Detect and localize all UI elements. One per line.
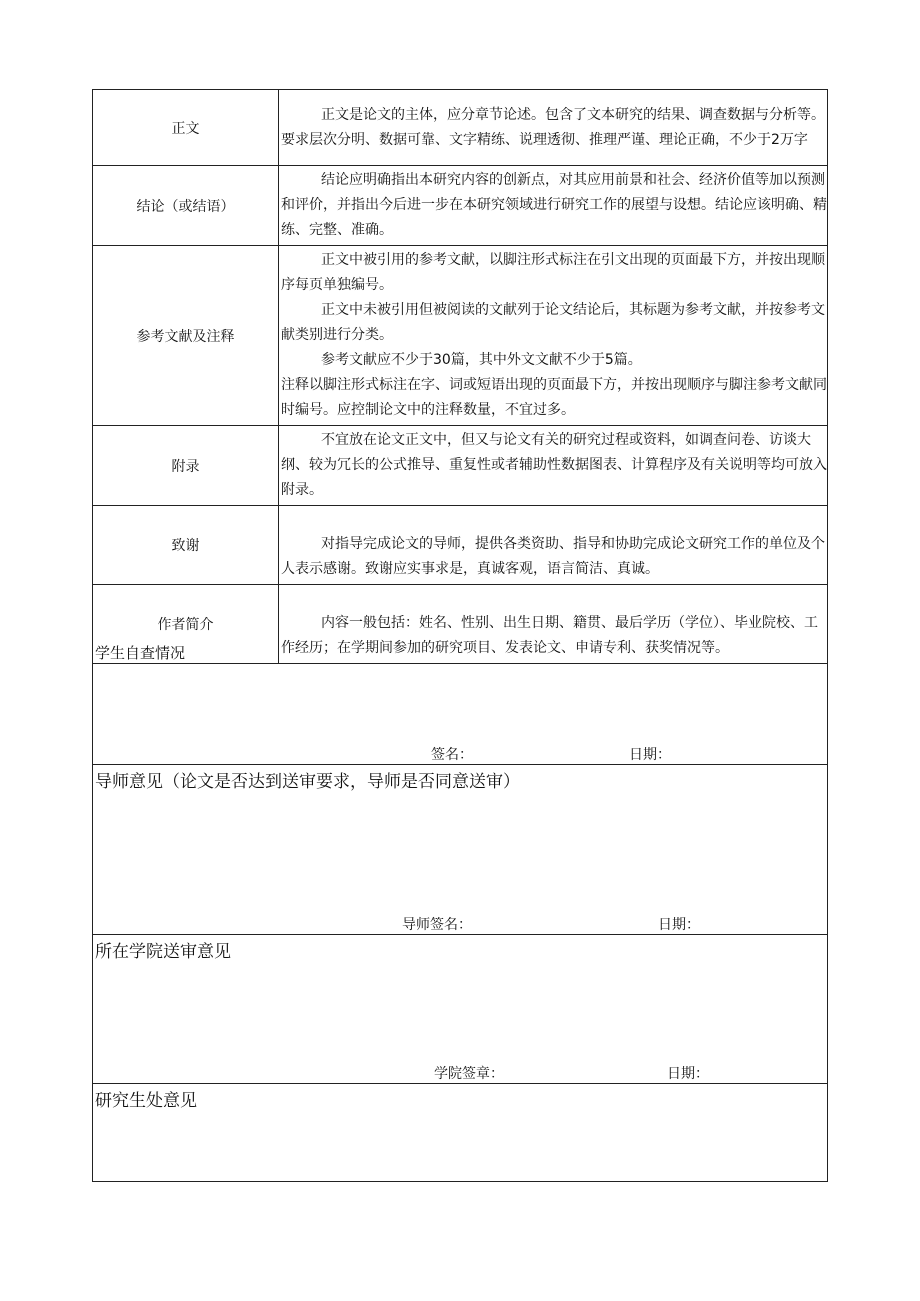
college-seal-label: 学院签章：: [434, 1066, 504, 1082]
self-check-title: 学生自查情况: [95, 644, 186, 662]
college-opinion-box: [92, 935, 828, 1084]
row-label: 参考文献及注释: [93, 246, 279, 426]
row-content: [279, 426, 828, 506]
table-row: [93, 246, 828, 426]
row-paragraph: 参考文献应不少于30篇，其中外文文献不少于5篇。: [321, 352, 642, 368]
row-paragraph: 不宜放在论文正文中，但又与论文有关的研究过程或资料，如调查问卷、访谈大纲、较为冗长的公式推导、重复性或者辅助性数据图表、计算程序及有关说明等均可放入附录。: [281, 432, 827, 498]
self-check-signature-label: 签名：: [431, 747, 473, 763]
graduate-office-box: [92, 1084, 828, 1182]
row-label: 致谢: [93, 506, 279, 585]
row-content: [279, 166, 828, 246]
row-paragraph: 正文中未被引用但被阅读的文献列于论文结论后，其标题为参考文献，并按参考文献类别进行分类。: [281, 302, 825, 343]
row-paragraph: 正文中被引用的参考文献，以脚注形式标注在引文出现的页面最下方，并按出现顺序每页单独编号。: [281, 252, 825, 293]
row-paragraph: 注释以脚注形式标注在字、词或短语出现的页面最下方，并按出现顺序与脚注参考文献同时编号。应控制论文中的注释数量，不宜过多。: [281, 377, 827, 418]
advisor-date-label: 日期：: [658, 917, 700, 933]
advisor-signature-label: 导师签名：: [402, 917, 472, 933]
graduate-office-title: 研究生处意见: [95, 1091, 197, 1111]
row-paragraph: 结论应明确指出本研究内容的创新点，对其应用前景和社会、经济价值等加以预测和评价，并指出今后进一步在本研究领域进行研究工作的展望与设想。结论应该明确、精练、完整、准确。: [281, 172, 827, 238]
row-label: 附录: [93, 426, 279, 506]
row-paragraph: 正文是论文的主体，应分章节论述。包含了文本研究的结果、调查数据与分析等。要求层次分明、数据可靠、文字精练、说理透彻、推理严谨、理论正确，不少于2万字: [281, 106, 825, 148]
table-row: [93, 426, 828, 506]
row-label: 作者简介: [93, 585, 279, 664]
row-content: [279, 90, 828, 166]
self-check-box: [92, 640, 828, 765]
row-paragraph: 内容一般包括：姓名、性别、出生日期、籍贯、最后学历（学位）、毕业院校、工作经历；在学期间参加的研究项目、发表论文、申请专利、获奖情况等。: [281, 615, 818, 656]
table-row: [93, 506, 828, 585]
row-label: 正文: [93, 90, 279, 166]
advisor-opinion-title: 导师意见（论文是否达到送审要求，导师是否同意送审）: [95, 772, 520, 792]
row-content: [279, 246, 828, 426]
college-date-label: 日期：: [667, 1066, 709, 1082]
row-label: 结论（或结语）: [93, 166, 279, 246]
college-opinion-title: 所在学院送审意见: [95, 942, 231, 962]
self-check-date-label: 日期：: [629, 747, 671, 763]
table-row: [93, 166, 828, 246]
row-content: [279, 506, 828, 585]
requirements-table: [92, 89, 828, 664]
advisor-opinion-box: [92, 765, 828, 935]
table-row: [93, 90, 828, 166]
row-paragraph: 对指导完成论文的导师，提供各类资助、指导和协助完成论文研究工作的单位及个人表示感谢。致谢应实事求是，真诚客观，语言简洁、真诚。: [281, 536, 825, 577]
